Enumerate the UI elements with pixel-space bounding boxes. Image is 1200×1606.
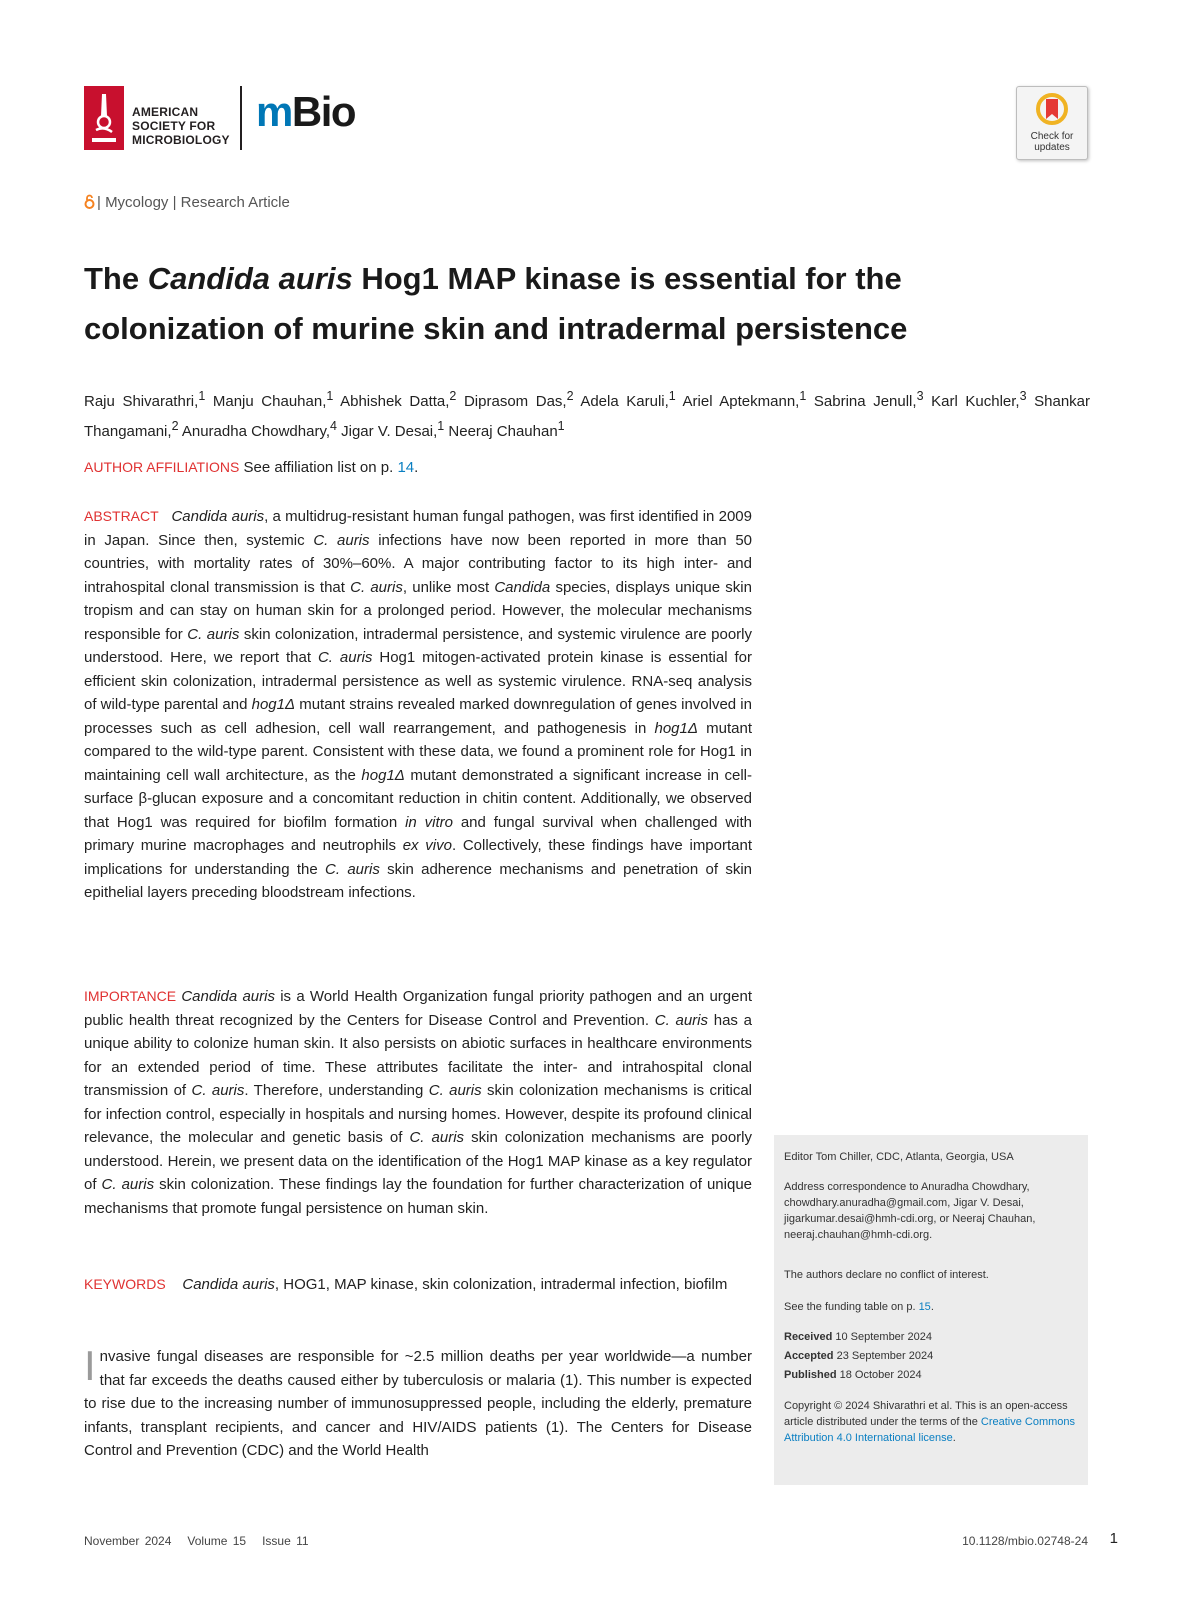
license-link[interactable]: Creative Commons Attribution 4.0 International license — [784, 1416, 1076, 1444]
drop-cap: I — [84, 1342, 96, 1389]
logo-divider — [240, 86, 242, 150]
introduction-paragraph: Invasive fungal diseases are responsible for ~2.5 million deaths per year worldwide—a number that far exceeds the deaths caused either by tuberculosis or malaria (1). This number is expected to rise due to the increasing number of immunosuppressed people, including the elderly, premature infants, transplant recipients, and cancer and HIV/AIDS patients (1). The Centers for Disease Control and Prevention (CDC) and the World Health — [84, 1342, 752, 1459]
mbio-logo: mBio — [256, 88, 356, 135]
importance-statement: IMPORTANCE Candida auris is a World Health Organization fungal priority pathogen and an urgent public health threat recognized by the Centers for Disease Control and Prevention. C. auris has a unique ability to colonize human skin. It also persists on abiotic surfaces in healthcare environments for an extended period of time. These attributes facilitate the inter- and intrahospital clonal transmission of C. auris. Therefore, understanding C. auris skin colonization mechanisms is critical for infection control, especially in hospitals and nursing homes. However, despite its profound clinical relevance, the molecular and genetic basis of C. auris skin colonization mechanisms are poorly understood. Herein, we present data on the identification of the Hog1 MAP kinase as a key regulator of C. auris skin colonization. These findings lay the foundation for further characterization of unique mechanisms that promote fungal persistence on human skin. — [84, 988, 752, 1217]
issue-info: November 2024 Volume 15 Issue 11 — [84, 1534, 309, 1548]
received-date: Received 10 September 2024 — [784, 1331, 932, 1343]
affiliation-page-link[interactable]: 14 — [397, 459, 415, 476]
article-info-sidebar — [774, 1135, 1088, 1485]
editor-note: Editor Tom Chiller, CDC, Atlanta, Georgia, USA — [784, 1151, 1014, 1163]
page-number: 1 — [1109, 1530, 1118, 1547]
author-affiliations: AUTHOR AFFILIATIONS See affiliation list on p. 14. — [84, 459, 419, 476]
article-category: | Mycology | Research Article — [84, 194, 290, 211]
copyright-note: Copyright © 2024 Shivarathri et al. This is an open-access article distributed under the terms of the Creative Commons Attribution 4.0 International license. — [784, 1400, 1076, 1444]
funding-page-link[interactable]: 15 — [918, 1301, 931, 1313]
check-updates-label: Check for updates — [1030, 131, 1074, 153]
author-list: Raju Shivarathri,$^1$ Manju Chauhan,$^1$ Abhishek Datta,$^2$ Diprasom Das,$^2$ Adela Karuli,$^1$ Ariel Aptekmann,$^1$ Sabrina Jenull,$^3$ Karl Kuchler,$^3$ Shankar Thangamani,$^2$ Anuradha Chowdhary,$^4$ Jigar V. Desai,$^1$ Neeraj Chauhan$^1$ — [84, 389, 1091, 440]
asm-logo — [84, 86, 244, 152]
keywords: KEYWORDS Candida auris, HOG1, MAP kinase, skin colonization, intradermal infection, biofilm — [84, 1276, 728, 1293]
correspondence-note: Address correspondence to Anuradha Chowdhary, chowdhary.anuradha@gmail.com, Jigar V. Desai, jigarkumar.desai@hmh-cdi.org, or Neeraj Chauhan, neeraj.chauhan@hmh-cdi.org. — [784, 1181, 1036, 1241]
check-for-updates-badge[interactable] — [1016, 86, 1088, 160]
funding-note: See the funding table on p. 15. — [784, 1301, 934, 1313]
conflict-statement: The authors declare no conflict of interest. — [784, 1269, 989, 1281]
microscope-icon — [84, 86, 124, 150]
abstract: ABSTRACT Candida auris, a multidrug-resistant human fungal pathogen, was first identified in 2009 in Japan. Since then, systemic C. auris infections have now been reported in more than 50 countries, with mortality rates of 30%–60%. A major contributing factor to its high inter- and intrahospital clonal transmission is that C. auris, unlike most Candida species, displays unique skin tropism and can stay on human skin for a prolonged period. However, the molecular mechanisms responsible for C. auris skin colonization, intradermal persistence, and systemic virulence are poorly understood. Here, we report that C. auris Hog1 mitogen-activated protein kinase is essential for efficient skin colonization, intradermal persistence as well as systemic virulence. RNA-seq analysis of wild-type parental and hog1Δ mutant strains revealed marked downregulation of genes involved in processes such as cell adhesion, cell wall rearrangement, and pathogenesis in hog1Δ mutant compared to the wild-type parent. Consistent with these data, we found a prominent role for Hog1 in maintaining cell wall architecture, as the hog1Δ mutant demonstrated a significant increase in cell-surface β-glucan exposure and a concomitant reduction in chitin content. Additionally, we observed that Hog1 was required for biofilm formation in vitro and fungal survival when challenged with primary murine macrophages and neutrophils ex vivo. Collectively, these findings have important implications for understanding the C. auris skin adherence mechanisms and penetration of skin epithelial layers preceding bloodstream infections. — [84, 508, 753, 901]
article-title: The Candida auris Hog1 MAP kinase is essential for the colonization of murine skin and intradermal persistence — [84, 261, 908, 346]
doi: 10.1128/mbio.02748-24 — [962, 1534, 1088, 1548]
open-access-icon — [84, 194, 95, 211]
society-name: AMERICAN SOCIETY FOR MICROBIOLOGY — [132, 105, 230, 147]
accepted-date: Accepted 23 September 2024 — [784, 1350, 934, 1362]
bookmark-icon — [1036, 93, 1068, 127]
published-date: Published 18 October 2024 — [784, 1369, 922, 1381]
